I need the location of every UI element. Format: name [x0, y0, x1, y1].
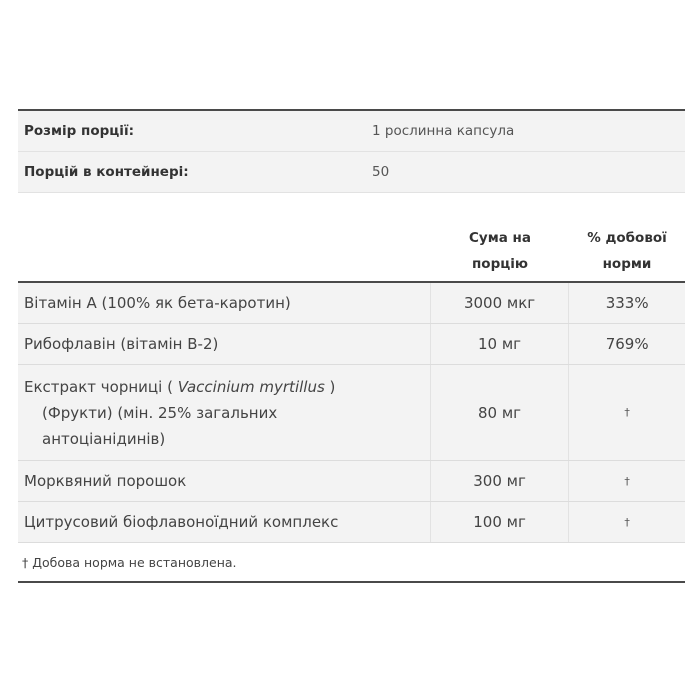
ingredient-amount: 10 мг	[430, 324, 569, 364]
ingredient-name: Вітамін А (100% як бета-каротин)	[24, 294, 291, 312]
header-amount-cell	[431, 220, 569, 281]
ingredient-amount: 80 мг	[430, 365, 569, 460]
ingredient-amount: 100 мг	[430, 502, 569, 542]
ingredient-daily-value: 769%	[568, 324, 685, 364]
header-dv-cell	[569, 220, 685, 281]
serving-size-label: Розмір порції:	[24, 123, 134, 139]
latin-name: Vaccinium myrtillus	[177, 377, 325, 396]
serving-size-row	[18, 111, 685, 152]
servings-per-container-row	[18, 152, 685, 193]
footnote: † Добова норма не встановлена.	[22, 554, 237, 570]
ingredient-name-line1	[24, 378, 335, 396]
table-row	[18, 324, 685, 365]
ingredient-name: Морквяний порошок	[24, 472, 187, 490]
ingredient-daily-value: †	[568, 461, 685, 501]
table-row	[18, 283, 685, 324]
ingredient-name-line2: (Фрукти) (мін. 25% загальних	[42, 403, 278, 422]
header-daily-value: % добової норми	[587, 229, 667, 272]
serving-size-value: 1 рослинна капсула	[372, 123, 515, 139]
ingredient-daily-value: †	[568, 502, 685, 542]
supplement-facts-panel	[18, 109, 685, 583]
ingredient-daily-value: †	[568, 365, 685, 460]
ingredient-daily-value: 333%	[568, 283, 685, 323]
ingredient-name-line3: антоціанідинів)	[42, 429, 166, 448]
spacer	[18, 193, 685, 220]
servings-per-container-value: 50	[372, 164, 390, 180]
table-header	[18, 220, 685, 283]
table-row	[18, 461, 685, 502]
name-prefix: Екстракт чорниці (	[24, 377, 178, 396]
header-name-cell	[18, 220, 431, 281]
ingredient-name: Рибофлавін (вітамін В-2)	[24, 335, 219, 353]
name-suffix: )	[324, 377, 336, 396]
bottom-rule	[18, 581, 685, 583]
table-row	[18, 365, 685, 461]
ingredient-name	[18, 365, 430, 460]
ingredient-amount: 3000 мкг	[430, 283, 569, 323]
servings-per-container-label: Порцій в контейнері:	[24, 164, 189, 180]
ingredient-amount: 300 мг	[430, 461, 569, 501]
header-amount: Сума на порцію	[469, 229, 531, 272]
table-row	[18, 502, 685, 543]
ingredient-name: Цитрусовий біофлавоноїдний комплекс	[24, 513, 339, 531]
